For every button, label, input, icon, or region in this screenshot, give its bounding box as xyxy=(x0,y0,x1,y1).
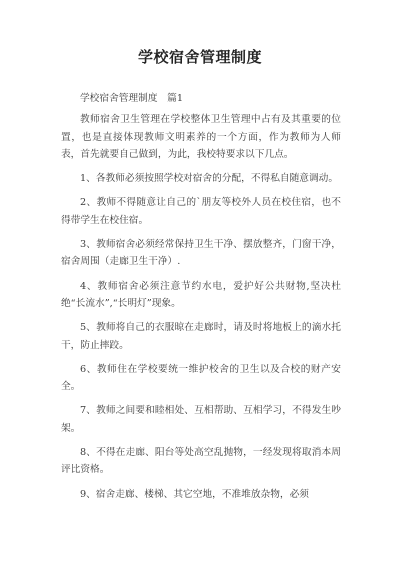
rule-4-paragraph: 4、教师宿舍必须注意节约水电，爱护好公共财物,坚决杜绝“长流水”,“长明灯”现象。 xyxy=(61,280,341,309)
rule-8-paragraph: 8、不得在走廊、阳台等处高空乱抛物，一经发现将取消本周评比资格。 xyxy=(61,447,341,476)
rule-7-paragraph: 7、教师之间要和睦相处、互相帮助、互相学习，不得发生吵架。 xyxy=(61,405,341,434)
document-body xyxy=(61,90,341,510)
rule-5-paragraph: 5、教师将自己的衣服晾在走廊时，请及时将地板上的滴水托干，防止摔跤。 xyxy=(61,322,341,351)
section-heading: 学校宿舍管理制度 篇1 xyxy=(80,93,184,104)
intro-paragraph: 教师宿舍卫生管理在学校整体卫生管理中占有及其重要的位置，也是直接体现教师文明素养的一个方面，作为教师为人师表，首先就要自己做到，为此，我校特要求以下几点。 xyxy=(61,114,341,160)
rule-2-paragraph: 2、教师不得随意让自己的`朋友等校外人员在校住宿，也不得带学生在校住宿。 xyxy=(61,197,341,226)
rule-6-paragraph: 6、教师住在学校要统一维护校舍的卫生以及合校的财产安全。 xyxy=(61,363,341,393)
rule-9-paragraph: 9、宿舍走廊、楼梯、其它空地，不准堆放杂物，必须 xyxy=(80,488,309,500)
rule-3-paragraph: 3、教师宿舍必须经常保持卫生干净、摆放整齐，门窗干净，宿舍周围（走廊卫生干净）. xyxy=(61,239,341,268)
document-title: 学校宿舍管理制度 xyxy=(137,48,262,66)
rule-1-paragraph: 1、各教师必须按照学校对宿舍的分配，不得私自随意调动。 xyxy=(80,173,339,185)
